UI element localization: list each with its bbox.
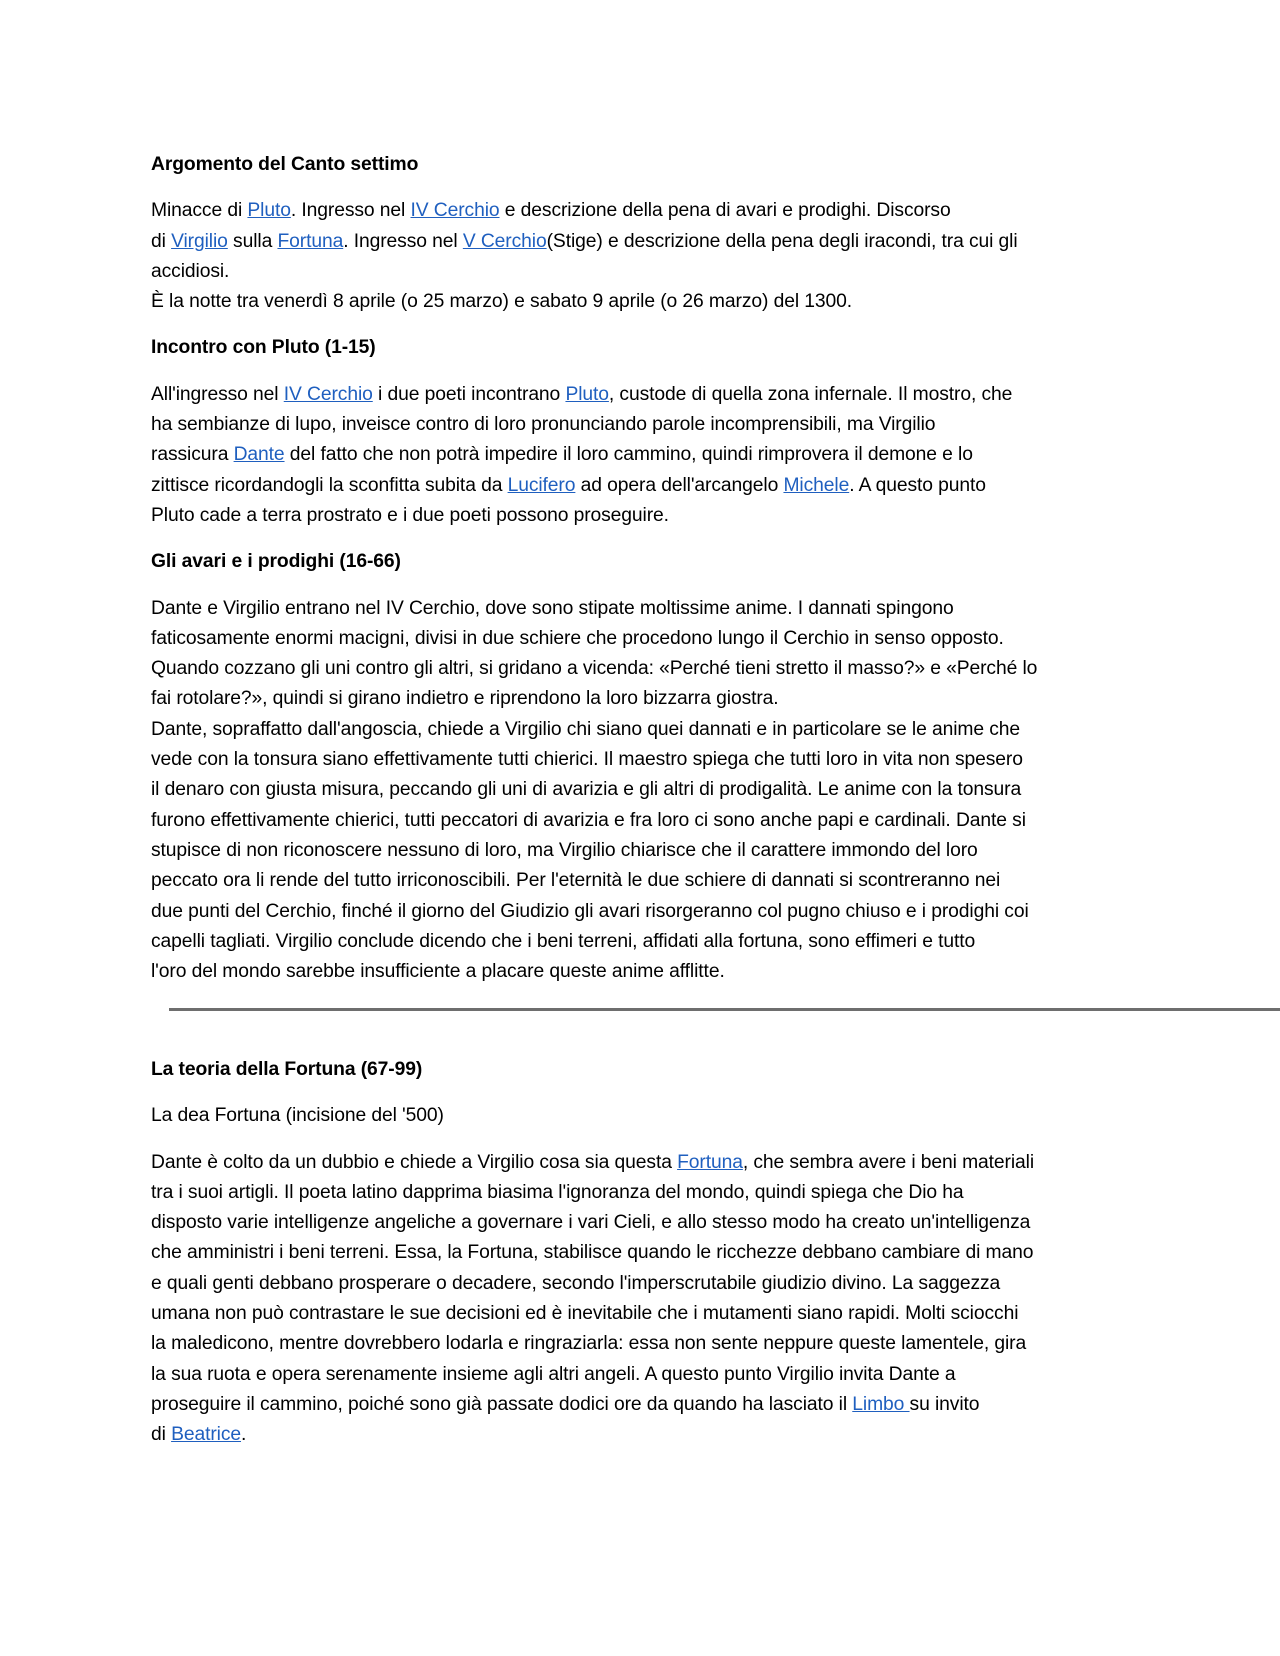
link-pluto[interactable]: Pluto: [247, 200, 291, 222]
text-run: È la notte tra venerdì 8 aprile (o 25 marzo) e sabato 9 aprile (o 26 marzo) del 1300.: [151, 291, 853, 313]
text-line: [151, 1178, 1131, 1208]
section-paragraph: [151, 1101, 1131, 1131]
text-run: (Stige) e descrizione della pena degli iracondi, tra cui gli: [546, 230, 1018, 252]
link-lucifero[interactable]: Lucifero: [507, 474, 576, 496]
link-fortuna[interactable]: Fortuna: [677, 1151, 743, 1173]
text-run: Dante, sopraffatto dall'angoscia, chiede a Virgilio chi siano quei dannati e in particolare se le anime che: [151, 718, 1021, 740]
text-run: Quando cozzano gli uni contro gli altri, si gridano a vicenda: «Perché tieni stretto il masso?» e «Perché lo: [151, 658, 1038, 680]
text-run: fai rotolare?», quindi si girano indietro e riprendono la loro bizzarra giostra.: [151, 688, 779, 710]
text-line: [151, 866, 1131, 896]
text-line: [151, 1420, 1131, 1450]
text-run: l'oro del mondo sarebbe insufficiente a placare queste anime afflitte.: [151, 961, 725, 983]
text-line: [151, 501, 1131, 531]
link-pluto[interactable]: Pluto: [565, 383, 609, 405]
link-michele[interactable]: Michele: [783, 474, 850, 496]
text-line: [151, 745, 1131, 775]
link-limbo[interactable]: Limbo: [852, 1393, 910, 1415]
text-line: [151, 410, 1131, 440]
text-run: su invito: [909, 1393, 980, 1415]
text-run: .: [241, 1424, 247, 1446]
link-beatrice[interactable]: Beatrice: [171, 1424, 242, 1446]
text-line: [151, 715, 1131, 745]
text-run: accidiosi.: [151, 260, 230, 282]
text-run: la maledicono, mentre dovrebbero lodarla e ringraziarla: essa non sente neppure queste lamentele, gira: [151, 1333, 1027, 1355]
text-line: [151, 257, 1131, 287]
text-line: [151, 1299, 1131, 1329]
text-run: e quali genti debbano prosperare o decadere, secondo l'imperscrutabile giudizio divino. La saggezza: [151, 1272, 1001, 1294]
link-dante[interactable]: Dante: [233, 444, 285, 466]
text-run: La dea Fortuna (incisione del '500): [151, 1105, 444, 1127]
section-paragraph: [151, 380, 1131, 531]
text-run: stupisce di non riconoscere nessuno di loro, ma Virgilio chiarisce che il carattere immondo del loro: [151, 839, 978, 861]
link-iv-cerchio[interactable]: IV Cerchio: [410, 200, 500, 222]
text-line: [151, 196, 1131, 226]
text-run: All'ingresso nel: [151, 383, 284, 405]
text-run: capelli tagliati. Virgilio conclude dicendo che i beni terreni, affidati alla fortuna, sono effimeri e tutto: [151, 930, 976, 952]
text-run: vede con la tonsura siano effettivamente tutti chierici. Il maestro spiega che tutti loro in vita non spesero: [151, 749, 1023, 771]
section-paragraph: [151, 1148, 1131, 1451]
document-body-bottom: [151, 1055, 1131, 1467]
text-run: rassicura: [151, 444, 234, 466]
horizontal-divider: [169, 1008, 1280, 1011]
text-run: faticosamente enormi macigni, divisi in due schiere che procedono lungo il Cerchio in senso opposto.: [151, 627, 1004, 649]
text-line: [151, 1238, 1131, 1268]
text-run: di: [151, 1424, 172, 1446]
text-run: la sua ruota e opera serenamente insieme agli altri angeli. A questo punto Virgilio invita Dante a: [151, 1363, 956, 1385]
text-line: [151, 806, 1131, 836]
text-line: [151, 654, 1131, 684]
text-run: e descrizione della pena di avari e prodighi. Discorso: [499, 200, 951, 222]
text-run: il denaro con giusta misura, peccando gli uni di avarizia e gli altri di prodigalità. Le anime con la tonsura: [151, 779, 1022, 801]
text-run: Minacce di: [151, 200, 248, 222]
text-line: [151, 287, 1131, 317]
text-line: [151, 957, 1131, 987]
text-line: [151, 775, 1131, 805]
text-run: . Ingresso nel: [290, 200, 411, 222]
text-run: Pluto cade a terra prostrato e i due poeti possono proseguire.: [151, 504, 669, 526]
text-run: tra i suoi artigli. Il poeta latino dapprima biasima l'ignoranza del mondo, quindi spiega che Dio ha: [151, 1181, 964, 1203]
text-run: umana non può contrastare le sue decisioni ed è inevitabile che i mutamenti siano rapidi. Molti sciocchi: [151, 1303, 1019, 1325]
text-line: [151, 1269, 1131, 1299]
text-run: proseguire il cammino, poiché sono già passate dodici ore da quando ha lasciato il: [151, 1393, 853, 1415]
text-run: , custode di quella zona infernale. Il mostro, che: [608, 383, 1013, 405]
section-heading-la-teoria-della-fortuna-67-99: La teoria della Fortuna (67-99): [151, 1059, 423, 1080]
text-line: [151, 897, 1131, 927]
document-body-top: [151, 150, 1131, 1003]
text-run: , che sembra avere i beni materiali: [742, 1151, 1035, 1173]
text-line: [151, 927, 1131, 957]
text-line: [151, 1208, 1131, 1238]
text-run: che amministri i beni terreni. Essa, la Fortuna, stabilisce quando le ricchezze debbano cambiare di mano: [151, 1242, 1034, 1264]
section-paragraph: [151, 594, 1131, 988]
text-line: [151, 1101, 1131, 1131]
text-run: ha sembianze di lupo, inveisce contro di loro pronunciando parole incomprensibili, ma Virgilio: [151, 414, 936, 436]
text-run: Dante è colto da un dubbio e chiede a Virgilio cosa sia questa: [151, 1151, 678, 1173]
text-line: [151, 836, 1131, 866]
text-line: [151, 594, 1131, 624]
text-run: peccato ora li rende del tutto irriconoscibili. Per l'eternità le due schiere di dannati si scontreranno nei: [151, 870, 1001, 892]
text-run: disposto varie intelligenze angeliche a governare i vari Cieli, e allo stesso modo ha creato un'intelligenza: [151, 1212, 1031, 1234]
text-run: Dante e Virgilio entrano nel IV Cerchio, dove sono stipate moltissime anime. I dannati spingono: [151, 597, 954, 619]
text-line: [151, 1329, 1131, 1359]
section-heading-argomento-del-canto-settimo: Argomento del Canto settimo: [151, 154, 419, 175]
text-run: sulla: [227, 230, 278, 252]
text-run: zittisce ricordandogli la sconfitta subita da: [151, 474, 508, 496]
text-line: [151, 1148, 1131, 1178]
text-run: furono effettivamente chierici, tutti peccatori di avarizia e fra loro ci sono anche papi e cardinali. Dante si: [151, 809, 1026, 831]
text-line: [151, 1390, 1131, 1420]
section-paragraph: [151, 196, 1131, 317]
text-run: i due poeti incontrano: [372, 383, 566, 405]
text-run: di: [151, 230, 172, 252]
link-v-cerchio[interactable]: V Cerchio: [462, 230, 547, 252]
text-run: . Ingresso nel: [343, 230, 463, 252]
link-fortuna[interactable]: Fortuna: [277, 230, 344, 252]
text-line: [151, 227, 1131, 257]
link-virgilio[interactable]: Virgilio: [171, 230, 228, 252]
text-line: [151, 624, 1131, 654]
text-line: [151, 380, 1131, 410]
text-line: [151, 471, 1131, 501]
text-run: del fatto che non potrà impedire il loro cammino, quindi rimprovera il demone e lo: [284, 444, 973, 466]
text-run: ad opera dell'arcangelo: [575, 474, 784, 496]
section-heading-gli-avari-e-i-prodighi-16-66: Gli avari e i prodighi (16-66): [151, 551, 401, 573]
text-line: [151, 440, 1131, 470]
link-iv-cerchio[interactable]: IV Cerchio: [283, 383, 373, 405]
text-run: . A questo punto: [849, 474, 986, 496]
text-run: due punti del Cerchio, finché il giorno del Giudizio gli avari risorgeranno col pugno chiuso e i prodighi coi: [151, 900, 1029, 922]
section-heading-incontro-con-pluto-1-15: Incontro con Pluto (1-15): [151, 337, 376, 359]
text-line: [151, 684, 1131, 714]
text-line: [151, 1360, 1131, 1390]
